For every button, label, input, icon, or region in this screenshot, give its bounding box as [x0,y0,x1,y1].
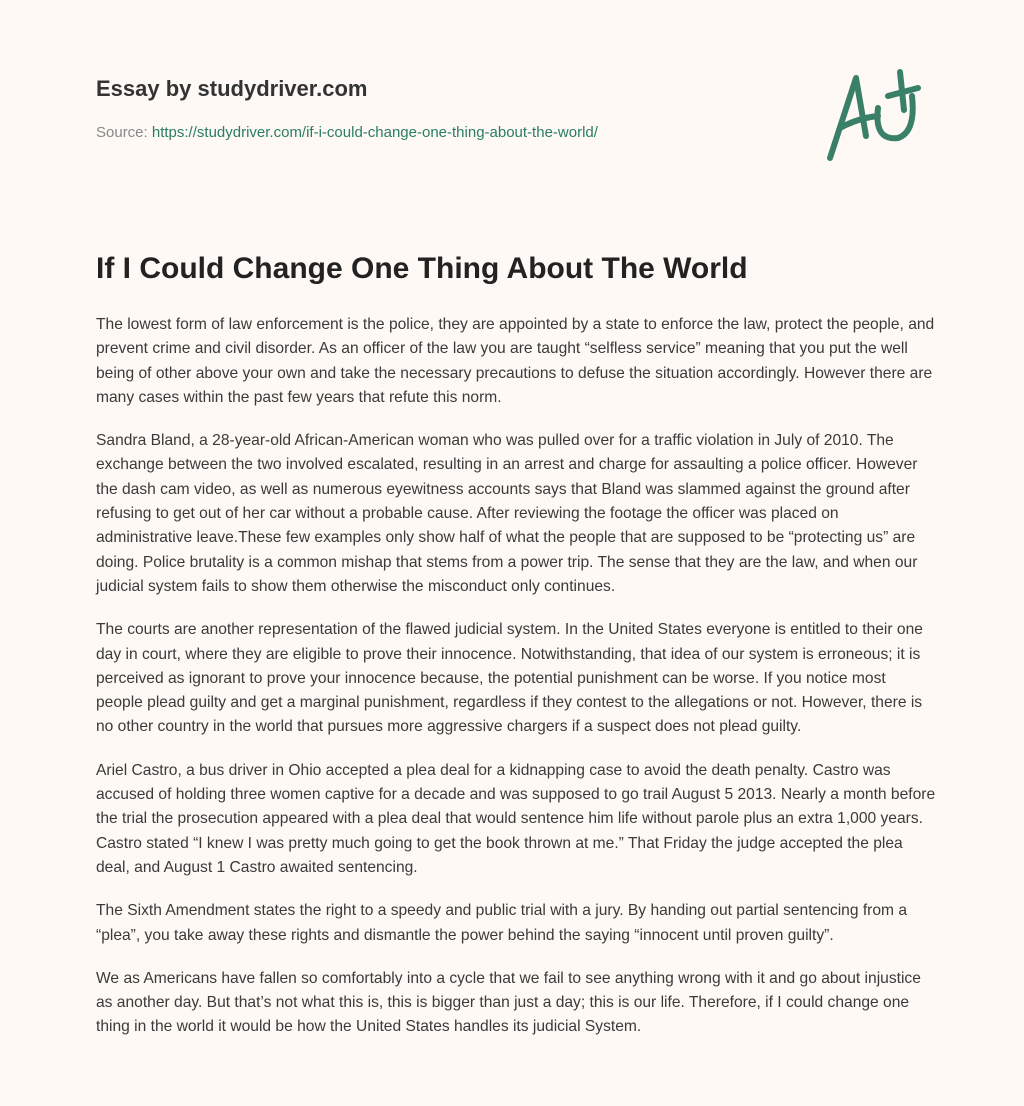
paragraph: Ariel Castro, a bus driver in Ohio accepted a plea deal for a kidnapping case to avoid the death penalty. Castro was accused of holding three women captive for a decade and was supposed to go trail August 5 2013. Nearly a month before the trial the prosecution appeared with a plea deal that would sentence him life without parole plus an extra 1,000 years. Castro stated “I knew I was pretty much going to get the book thrown at me.” That Friday the judge accepted the plea deal, and August 1 Castro awaited sentencing. [96,761,936,876]
article-body [96,313,936,1059]
paragraph: The courts are another representation of the flawed judicial system. In the United States everyone is entitled to their one day in court, where they are eligible to prove their innocence. Notwithstanding, that idea of our system is erroneous; it is perceived as ignorant to prove your innocence because, the potential punishment can be worse. If you notice most people plead guilty and get a marginal punishment, regardless if they contest to the allegations or not. However, there is no other country in the world that pursues more aggressive chargers if a suspect does not plead guilty. [96,621,923,736]
paragraph: The lowest form of law enforcement is the police, they are appointed by a state to enforce the law, protect the people, and prevent crime and civil disorder. As an officer of the law you are taught “selfless service” meaning that you put the well being of other above your own and take the necessary precautions to defuse the situation accordingly. However there are many cases within the past few years that refute this norm. [96,316,935,406]
paragraph: Sandra Bland, a 28-year-old African-American woman who was pulled over for a traffic violation in July of 2010. The exchange between the two involved escalated, resulting in an arrest and charge for assaulting a police officer. However the dash cam video, as well as numerous eyewitness accounts says that Bland was slammed against the ground after refusing to get out of her car without a probable cause. After reviewing the footage the officer was placed on administrative leave.These few examples only show half of what the people that are supposed to be “protecting us” are doing. Police brutality is a common mishap that stems from a power trip. The sense that they are the law, and when our judicial system fails to show them otherwise the misconduct only continues. [96,432,918,595]
a-plus-logo-icon [818,66,928,166]
site-title: Essay by studydriver.com [96,76,368,101]
source-link[interactable]: https://studydriver.com/if-i-could-change-one-thing-about-the-world/ [151,124,598,141]
source-label: Source: [96,124,148,141]
paragraph: The Sixth Amendment states the right to a speedy and public trial with a jury. By handing out partial sentencing from a “plea”, you take away these rights and dismantle the power behind the saying “innocent until proven guilty”. [96,902,908,944]
article-title: If I Could Change One Thing About The World [96,252,748,285]
source-line [96,124,598,141]
paragraph: We as Americans have fallen so comfortably into a cycle that we fail to see anything wrong with it and go about injustice as another day. But that’s not what this is, this is bigger than just a day; this is our life. Therefore, if I could change one thing in the world it would be how the United States handles its judicial System. [96,969,921,1036]
